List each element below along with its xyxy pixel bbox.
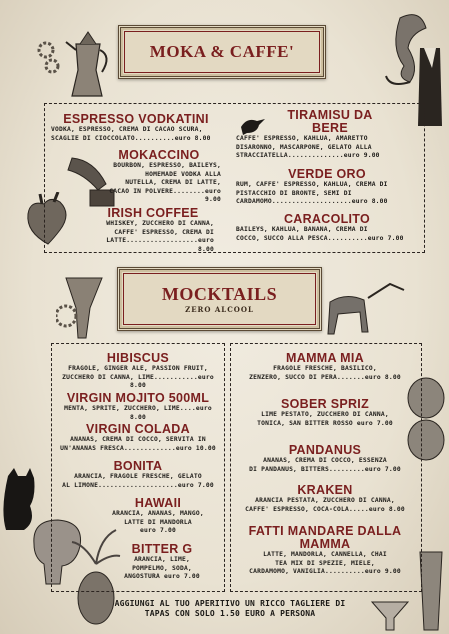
- moka-item-0: [51, 113, 221, 143]
- moka-item-3: [236, 109, 418, 161]
- drink-desc: ARANCIA, ANANAS, MANGO, LATTE DI MANDORLA euro 7.00: [112, 510, 204, 535]
- mocktail-left-4: [100, 497, 216, 536]
- drink-name: SOBER SPRIZ: [280, 397, 370, 411]
- drink-name: BITTER G: [131, 542, 193, 556]
- drink-desc: FRAGOLE, GINGER ALE, PASSION FRUIT, ZUCCHERO DI CANNA, LIME...........euro 8.00: [62, 365, 214, 390]
- moka-title: MOKA & CAFFE': [149, 42, 295, 61]
- moka-item-1: [97, 149, 221, 205]
- drink-desc: ARANCIA, LIME, POMPELMO, SODA, ANGOSTURA euro 7.00: [124, 556, 200, 581]
- moka-item-4: [236, 168, 418, 207]
- moka-pot-icon: [62, 26, 114, 98]
- drink-desc: ANANAS, CREMA DI COCCO, ESSENZA DI PANDANUS, BITTERS.........euro 7.00: [249, 457, 401, 473]
- cocktail-glass-icon: [56, 268, 112, 342]
- tapas-footer-note: AGGIUNGI AL TUO APERITIVO UN RICCO TAGLIERE DI TAPAS CON SOLO 1.50 EURO A PERSONA: [114, 599, 346, 618]
- drink-desc: ANANAS, CREMA DI COCCO, SERVITA IN UN'ANANAS FRESCA.............euro 10.00: [60, 436, 216, 452]
- drink-desc: MENTA, SPRITE, ZUCCHERO, LIME....euro 8.00: [64, 405, 212, 421]
- drink-name: VIRGIN COLADA: [86, 422, 190, 436]
- mocktail-left-3: [56, 460, 220, 490]
- moka-item-2: [92, 207, 214, 254]
- drink-name: PANDANUS: [288, 443, 362, 457]
- deer-bird-icon: [316, 272, 408, 344]
- drink-desc: LIME PESTATO, ZUCCHERO DI CANNA, TONICA, SAN BITTER ROSSO euro 7.00: [257, 411, 393, 427]
- drink-desc: FRAGOLE FRESCHE, BASILICO, ZENZERO, SUCCO DI PERA.......euro 8.00: [249, 365, 401, 381]
- mocktail-right-3: [234, 484, 416, 514]
- drink-name: IRISH COFFEE: [107, 206, 199, 220]
- mocktail-right-0: [234, 352, 416, 382]
- drink-desc: RUM, CAFFE' ESPRESSO, KAHLUA, CREMA DI PISTACCHIO DI BRONTE, SEMI DI CARDAMOMO....................euro 8.00: [236, 181, 388, 206]
- drink-name: VIRGIN MOJITO 500ML: [66, 391, 210, 405]
- mocktail-right-4: [234, 525, 416, 577]
- drink-desc: VODKA, ESPRESSO, CREMA DI CACAO SCURA, SCAGLIE DI CIOCCOLATO..........euro 8.00: [51, 126, 211, 142]
- drink-name: CARACOLITO: [283, 212, 371, 226]
- mocktail-left-1: [56, 392, 220, 422]
- mocktail-right-2: [234, 444, 416, 474]
- mocktail-left-0: [56, 352, 220, 391]
- drink-desc: BOURBON, ESPRESSO, BAILEYS, HOMEMADE VODKA ALLA NUTELLA, CREMA DI LATTE, CACAO IN POLVERE........euro 9.00: [109, 162, 221, 204]
- mocktail-left-2: [56, 423, 220, 453]
- drink-desc: ARANCIA, FRAGOLE FRESCHE, GELATO AL LIMONE....................euro 7.00: [62, 473, 214, 489]
- drink-desc: ARANCIA PESTATA, ZUCCHERO DI CANNA, CAFFE' ESPRESSO, COCA-COLA.....euro 8.00: [245, 497, 405, 513]
- drink-name: HAWAII: [134, 496, 182, 510]
- drink-name: BONITA: [113, 459, 163, 473]
- moka-item-5: [236, 213, 418, 243]
- drink-name: FATTI MANDARE DALLA MAMMA: [248, 524, 402, 551]
- drink-desc: CAFFE' ESPRESSO, KAHLUA, AMARETTO DISARONNO, MASCARPONE, GELATO ALLA STRACCIATELLA..............euro 9.00: [236, 135, 380, 160]
- drink-name: MOKACCINO: [118, 148, 200, 162]
- drink-name: KRAKEN: [297, 483, 353, 497]
- gears-icon: [34, 40, 64, 74]
- drink-desc: BAILEYS, KAHLUA, BANANA, CREMA DI COCCO, SUCCO ALLA PESCA..........euro 7.00: [236, 226, 404, 242]
- drink-name: ESPRESSO VODKATINI: [63, 112, 209, 126]
- drink-name: HIBISCUS: [106, 351, 170, 365]
- mocktails-subtitle: ZERO ALCOOL: [185, 305, 254, 314]
- mocktail-left-5: [112, 543, 212, 582]
- drink-name: VERDE ORO: [288, 167, 366, 181]
- drink-name: TIRAMISU DA BERE: [287, 108, 373, 135]
- mocktails-banner: [117, 267, 322, 331]
- mocktail-right-1: [234, 398, 416, 428]
- drink-desc: WHISKEY, ZUCCHERO DI CANNA, CAFFE' ESPRESSO, CREMA DI LATTE..................euro 8.00: [106, 220, 214, 253]
- mocktails-title: MOCKTAILS: [161, 284, 278, 304]
- drink-name: MAMMA MIA: [286, 351, 364, 365]
- moka-banner: [118, 25, 326, 79]
- drink-desc: LATTE, MANDORLA, CANNELLA, CHAI TEA MIX DI SPEZIE, MIELE, CARDAMOMO, VANIGLIA..........euro 9.00: [249, 551, 401, 576]
